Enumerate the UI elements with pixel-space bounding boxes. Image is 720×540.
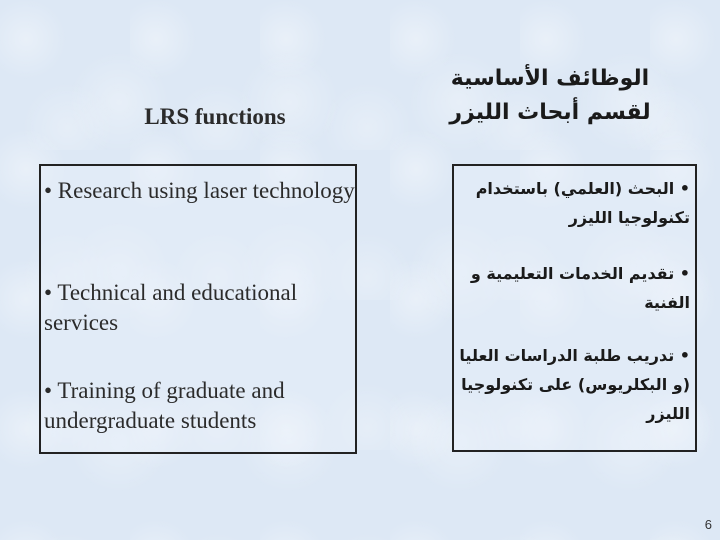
english-item-services: • Technical and educational services xyxy=(44,280,298,335)
arabic-item-training: • تدريب طلبة الدراسات العليا (و البكلريوس) على تكنولوجيا الليزر xyxy=(459,346,690,423)
english-item-research: • Research using laser technology xyxy=(44,178,355,203)
page-number: 6 xyxy=(704,517,712,532)
english-item-training: • Training of graduate and undergraduate students xyxy=(44,378,285,433)
english-title: LRS functions xyxy=(144,104,286,129)
arabic-item-services: • تقديم الخدمات التعليمية و الفنية xyxy=(470,264,690,312)
arabic-item-research: • البحث (العلمي) باستخدام تكنولوجيا الليزر xyxy=(475,179,690,227)
arabic-title: الوظائف الأساسية لقسم أبحاث الليزر xyxy=(449,66,651,125)
